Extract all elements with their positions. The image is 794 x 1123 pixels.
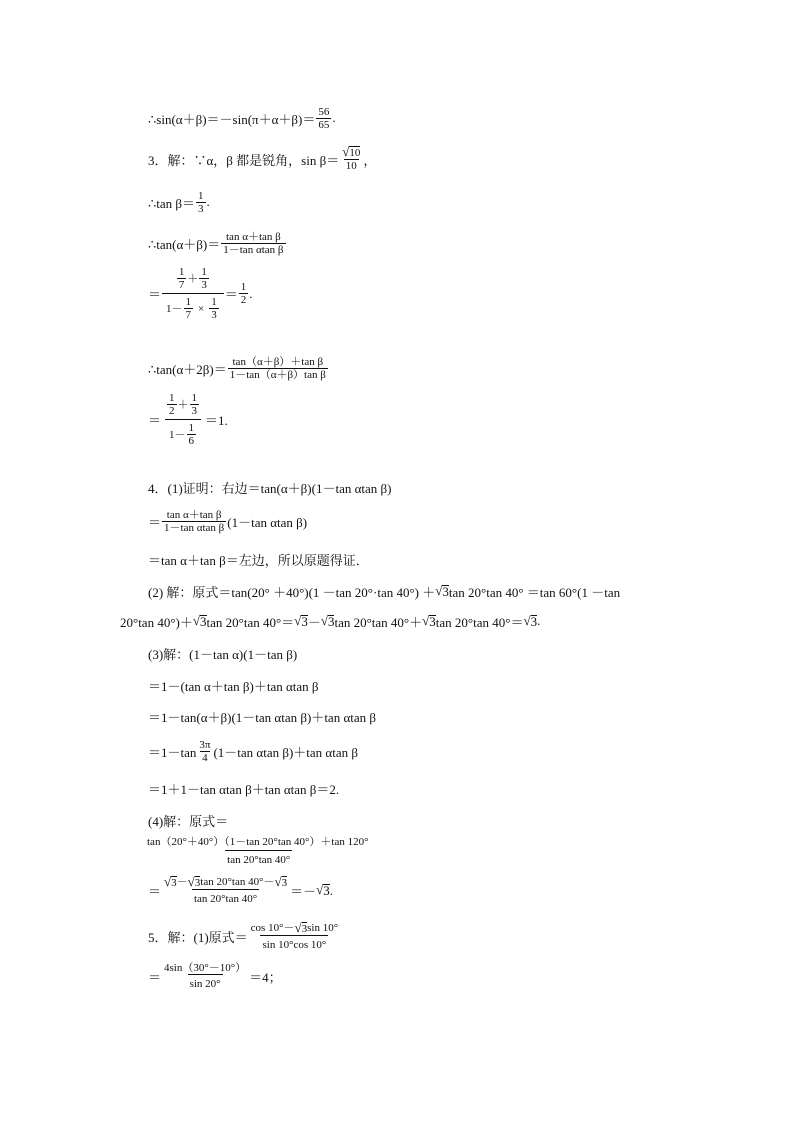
q4-p2a: (2) 解：原式＝tan(20° ＋40°)(1 －tan 20°·tan 40°) ＋ √ 3 tan 20°tan 40° ＝tan 60°(1 －tan xyxy=(148,582,621,600)
fraction-q5b: $\frac{4\sin(30^\circ-10^\circ)}{\sin 20^\circ}$ xyxy=(164,962,247,990)
q4-p2b: 20°tan 40°)＋ √ 3 tan 20°tan 40°＝ √ 3 － √ 3 tan 20°tan 40°＋ √ 3 tan 20°tan 40°＝ √ 3 . xyxy=(120,612,541,630)
sqrt-symbol: √ 3 xyxy=(187,874,201,889)
sqrt-symbol: √ 3 xyxy=(316,882,330,898)
fraction-p1b: $\frac{\text{tan α＋tan β}}{\text{1－tan αtan β}}$ xyxy=(164,508,225,534)
sqrt-symbol: √ 10 xyxy=(342,144,361,159)
q4-p1c: ＝tan α＋tan β＝左边，所以原题得证． xyxy=(148,552,369,568)
sqrt-symbol: √ 3 xyxy=(294,920,308,935)
line-1: ∴sin(α＋β)＝－sin(π＋α＋β)＝ $\frac{56}{65}$ . xyxy=(148,105,336,131)
sqrt-symbol: √ 3 xyxy=(422,612,436,629)
sqrt-symbol: √ 3 xyxy=(294,612,308,629)
q5-b: ＝ $\frac{4\sin(30^\circ-10^\circ)}{\sin 20^\circ}$ ＝4； xyxy=(148,962,282,990)
fraction-56-65: $\frac{56}{65}$ xyxy=(318,105,330,131)
q3-step1: ＝ $\frac{1}{7}$ ＋ $\frac{1}{3}$ 1－ $\frac{1}{7}$ × $\frac{1}{3}$ ＝ $\frac{1}{2}$ . xyxy=(148,266,253,321)
q4-p1: 4．(1)证明：右边＝tan(α＋β)(1－tan αtan β) xyxy=(148,480,392,496)
fraction-p4c: √ 3 － √ 3 tan 20°tan 40°－ √ 3 tan 20°tan 40° xyxy=(164,874,288,905)
fraction-q5a: cos 10°－ √ 3 sin 10° sin 10°cos 10° xyxy=(250,920,339,951)
fraction-3pi-4: $\frac{3\pi}{4}$ xyxy=(199,738,211,764)
q4-p3e: ＝1＋1－tan αtan β＋tan αtan β＝2. xyxy=(148,781,340,797)
sqrt-symbol: √ 3 xyxy=(435,582,449,599)
sqrt-symbol: √ 3 xyxy=(320,612,335,629)
compound-fraction-1: $\frac{1}{7}$ ＋ $\frac{1}{3}$ 1－ $\frac{1}{7}$ × $\frac{1}{3}$ xyxy=(162,266,224,321)
compound-fraction-2: $\frac{1}{2}$ ＋ $\frac{1}{3}$ 1－ $\frac{1}{6}$ xyxy=(162,392,204,447)
q3-tan2: ∴tan(α＋2β)＝ $\frac{\text{tan（α＋β）＋tan β}}{\text{1－tan（α＋β）tan β}}$ xyxy=(148,355,326,381)
q4-p3b: ＝1－(tan α＋tan β)＋tan αtan β xyxy=(148,678,319,694)
q4-p1b: ＝ $\frac{\text{tan α＋tan β}}{\text{1－tan αtan β}}$ (1－tan αtan β) xyxy=(148,508,308,534)
q3-step2: ＝ $\frac{1}{2}$ ＋ $\frac{1}{3}$ 1－ $\frac{1}{6}$ ＝1. xyxy=(148,392,228,447)
sqrt-symbol: √ 3 xyxy=(523,612,538,629)
q4-p4c: ＝ √ 3 － √ 3 tan 20°tan 40°－ √ 3 tan 20°tan 40° ＝－ √ 3 . xyxy=(148,874,334,905)
fraction-sqrt10-10: √ 10 10 xyxy=(342,144,361,172)
fraction-1-3: $\frac{1}{3}$ xyxy=(198,189,204,215)
q4-p3d: ＝1－tan $\frac{3\pi}{4}$ (1－tan αtan β)＋tan αtan β xyxy=(148,738,358,764)
q4-p4b xyxy=(146,836,372,866)
fraction-tan2: $\frac{\text{tan（α＋β）＋tan β}}{\text{1－tan（α＋β）tan β}}$ xyxy=(229,355,326,381)
q3-tanb: ∴tan β＝ $\frac{1}{3}$ . xyxy=(148,189,210,215)
fraction-p4b: $\frac{\tan(20^\circ+40^\circ)(1-\tan 20^\circ\tan 40^\circ)+\tan 120^\circ}{\tan 20^\circ\tan 40^\circ}$ xyxy=(147,836,369,866)
sqrt-symbol: √ 3 xyxy=(274,874,288,889)
q3-head: 3．解：∵α，β 都是锐角，sin β＝ √ 10 10 ， xyxy=(148,144,377,172)
q4-p3a: (3)解：(1－tan α)(1－tan β) xyxy=(148,646,298,662)
sqrt-symbol: √ 3 xyxy=(164,874,177,889)
line-1-text: ∴sin(α＋β)＝－sin(π＋α＋β)＝ xyxy=(148,111,316,127)
q3-tanab: ∴tan(α＋β)＝ $\frac{\text{tan α＋tan β}}{\text{1－tan αtan β}}$ xyxy=(148,230,284,256)
q4-p3c: ＝1－tan(α＋β)(1－tan αtan β)＋tan αtan β xyxy=(148,709,377,725)
q5-a: 5．解：(1)原式＝ cos 10°－ √ 3 sin 10° sin 10°cos 10° xyxy=(148,920,339,951)
sqrt-symbol: √ 3 xyxy=(192,612,207,629)
fraction-1-2: $\frac{1}{2}$ xyxy=(240,281,247,306)
fraction-tanab: $\frac{\text{tan α＋tan β}}{\text{1－tan αtan β}}$ xyxy=(223,230,284,256)
q4-p4a: (4)解：原式＝ xyxy=(148,813,229,829)
